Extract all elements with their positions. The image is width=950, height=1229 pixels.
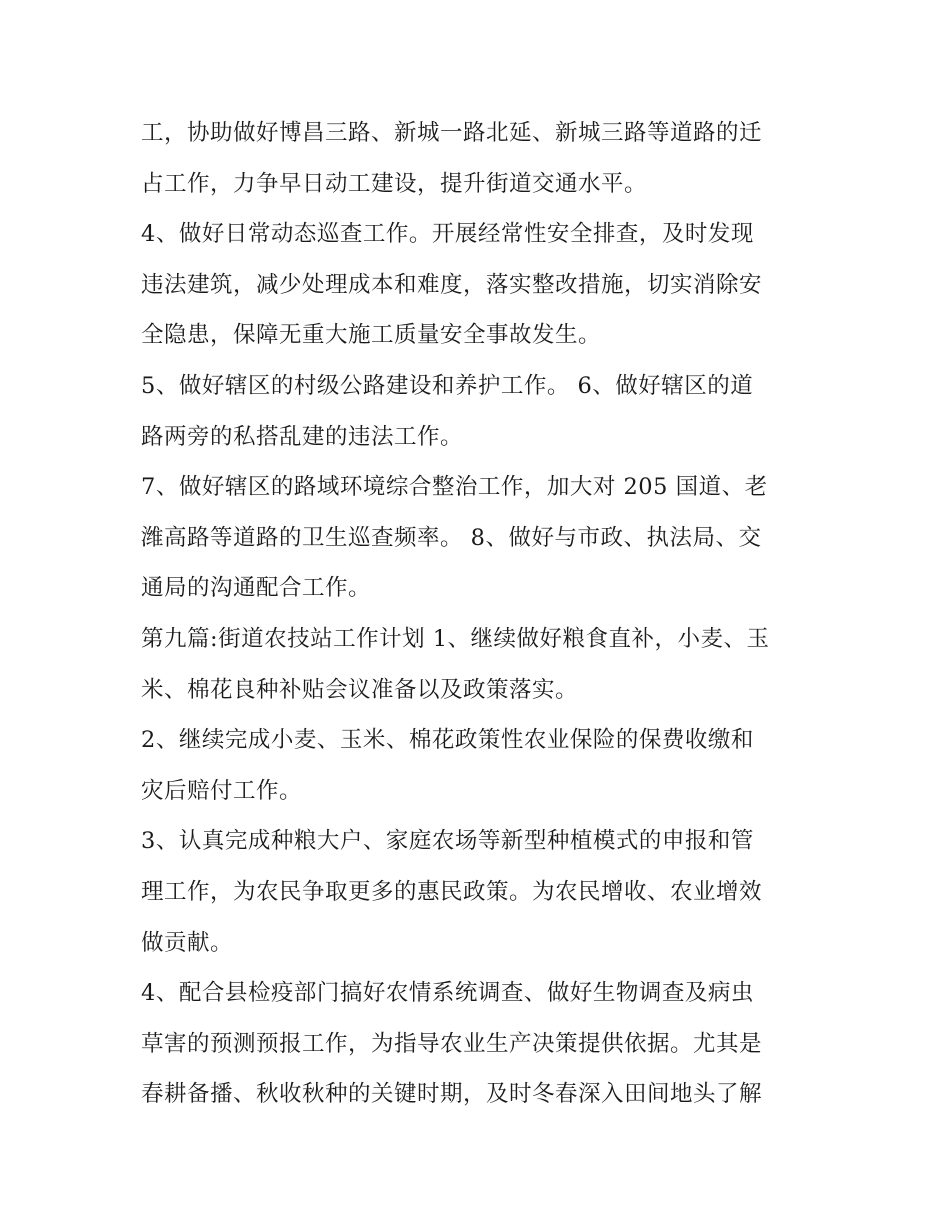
text-line: 米、棉花良种补贴会议准备以及政策落实。 xyxy=(141,676,579,703)
text-line: 4、做好日常动态巡查工作。开展经常性安全排查，及时发现 xyxy=(141,221,754,248)
text-line: 3、认真完成种粮大户、家庭农场等新型种植模式的申报和管 xyxy=(141,828,754,855)
body-text xyxy=(141,108,831,1120)
text-line: 5、做好辖区的村级公路建设和养护工作。 6、做好辖区的道 xyxy=(141,372,754,399)
text-line: 路两旁的私搭乱建的违法工作。 xyxy=(141,423,464,450)
text-line: 4、配合县检疫部门搞好农情系统调查、做好生物调查及病虫 xyxy=(141,980,754,1007)
text-line: 理工作，为农民争取更多的惠民政策。为农民增收、农业增效 xyxy=(141,878,763,905)
text-line: 违法建筑，减少处理成本和难度，落实整改措施，切实消除安 xyxy=(141,271,763,298)
text-line: 第九篇:街道农技站工作计划 1、继续做好粮食直补，小麦、玉 xyxy=(141,625,770,652)
text-line: 占工作，力争早日动工建设，提升街道交通水平。 xyxy=(141,170,648,197)
text-line: 草害的预测预报工作，为指导农业生产决策提供依据。尤其是 xyxy=(141,1030,763,1057)
text-line: 7、做好辖区的路域环境综合整治工作，加大对 205 国道、老 xyxy=(141,474,768,501)
text-line: 做贡献。 xyxy=(141,929,234,956)
text-line: 灾后赔付工作。 xyxy=(141,777,303,804)
text-line: 通局的沟通配合工作。 xyxy=(141,575,372,602)
text-line: 2、继续完成小麦、玉米、棉花政策性农业保险的保费收缴和 xyxy=(141,727,754,754)
text-line: 春耕备播、秋收秋种的关键时期，及时冬春深入田间地头了解 xyxy=(141,1081,763,1108)
text-line: 潍高路等道路的卫生巡查频率。 8、做好与市政、执法局、交 xyxy=(141,524,762,551)
text-line: 全隐患，保障无重大施工质量安全事故发生。 xyxy=(141,322,602,349)
text-line: 工，协助做好博昌三路、新城一路北延、新城三路等道路的迁 xyxy=(141,120,763,146)
